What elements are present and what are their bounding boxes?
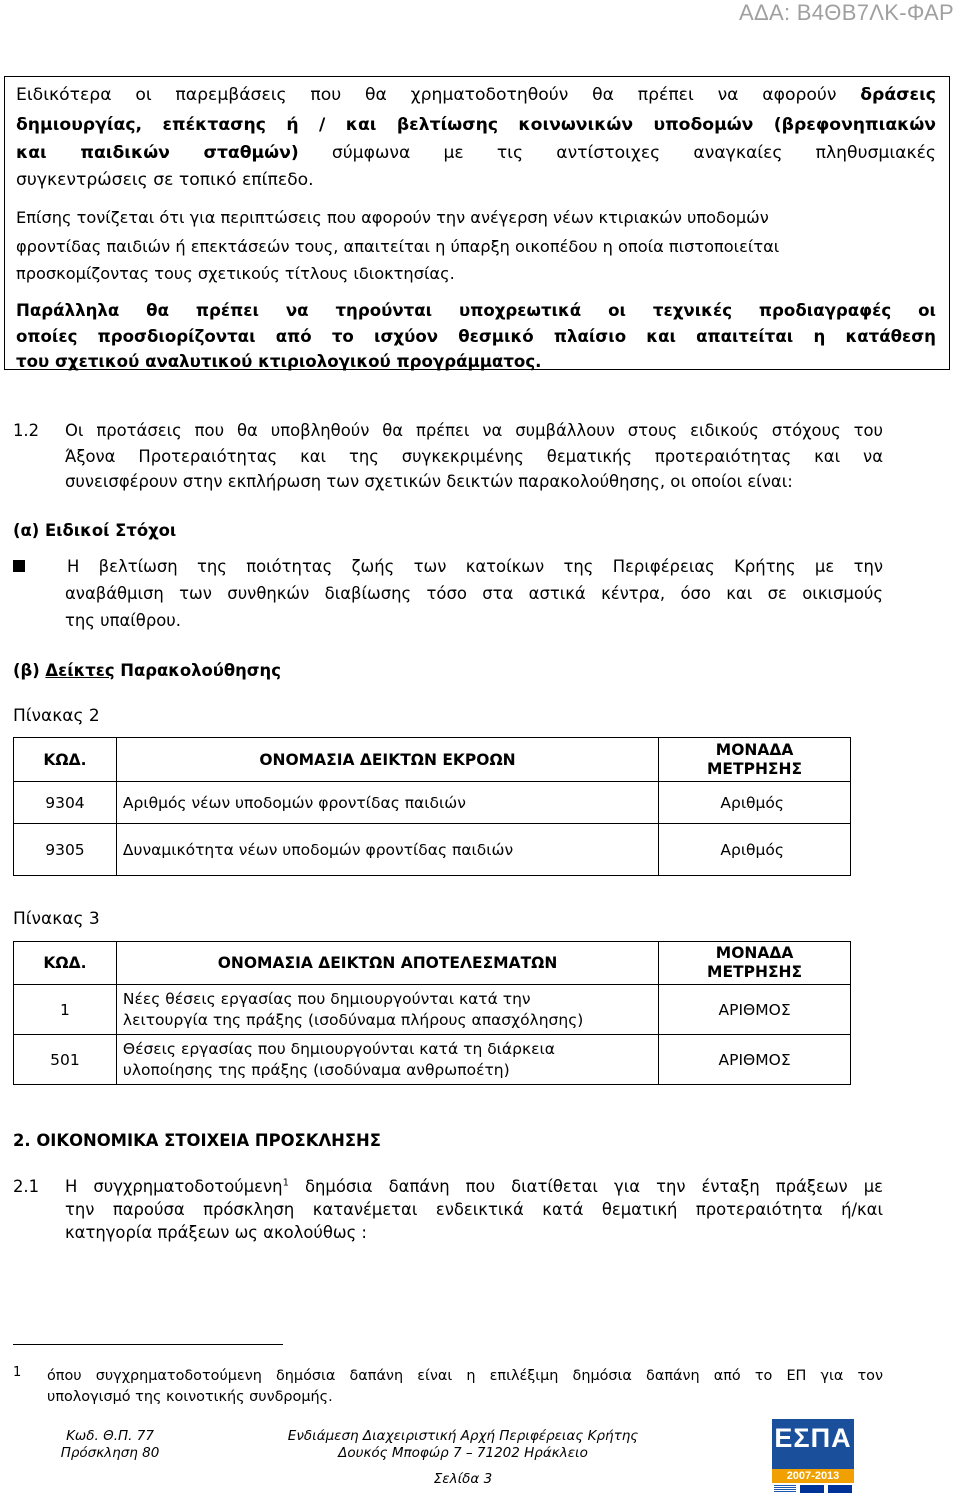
section-2-1-line2: την παρούσα πρόσκληση κατανέμεται ενδεικτικά κατά θεματική προτεραιότητα ή/και	[65, 1200, 883, 1219]
section-1-2-line3: συνεισφέρουν στην εκπλήρωση των σχετικών δεικτών παρακολούθησης, οι οποίοι είναι:	[65, 472, 793, 491]
box-p1-line2: δημιουργίας, επέκτασης ή / και βελτίωσης κοινωνικών υποδομών (βρεφονηπιακών	[16, 115, 936, 135]
table2-row2-name: Δυναμικότητα νέων υποδομών φροντίδας παιδιών	[116, 824, 658, 876]
table2-header-row	[14, 738, 851, 782]
goal-line2: αναβάθμιση των συνθηκών διαβίωσης τόσο στα αστικά κέντρα, όσο και σε οικισμούς	[65, 584, 883, 603]
section-1-2-number: 1.2	[13, 421, 40, 440]
espa-logo-years: 2007-2013	[772, 1469, 854, 1483]
table2-row2-code: 9305	[14, 824, 117, 876]
box-p1-line3: και παιδικών σταθμών) σύμφωνα με τις αντίστοιχες αναγκαίες πληθυσμιακές	[16, 143, 936, 163]
eu-fund-icon	[828, 1485, 852, 1493]
box-p2-line2: φροντίδας παιδιών ή επεκτάσεών τους, απαιτείται η ύπαρξη οικοπέδου η οποία πιστοποιείται	[16, 237, 780, 256]
table2-row1-unit: Αριθμός	[659, 782, 851, 824]
section-2-1-number: 2.1	[13, 1177, 40, 1196]
footer-address: Δουκός Μποφώρ 7 – 71202 Ηράκλειο	[338, 1445, 588, 1461]
footer-call: Πρόσκληση 80	[60, 1445, 160, 1461]
espa-logo	[772, 1419, 854, 1493]
box-p3-line2: οποίες προσδιορίζονται από το ισχύον θεσμικό πλαίσιο και απαιτείται η κατάθεση	[16, 327, 936, 346]
table3-row1-code: 1	[14, 985, 117, 1035]
box-p1-line1: Ειδικότερα οι παρεμβάσεις που θα χρηματοδοτηθούν θα πρέπει να αφορούν δράσεις	[16, 85, 936, 105]
table3-header-row	[14, 942, 851, 985]
table3-header-name: ΟΝΟΜΑΣΙΑ ΔΕΙΚΤΩΝ ΑΠΟΤΕΛΕΣΜΑΤΩΝ	[116, 942, 658, 985]
table3-header-code: ΚΩΔ.	[14, 942, 117, 985]
table3-row1-name: Νέες θέσεις εργασίας που δημιουργούνται κατά την λειτουργία της πράξης (ισοδύναμα πλήρους απασχόλησης)	[116, 985, 658, 1035]
ada-code: ΑΔΑ: Β4ΘΒ7ΛΚ-ΦΑΡ	[739, 0, 954, 25]
table2	[13, 737, 851, 876]
table2-row2-unit: Αριθμός	[659, 824, 851, 876]
table-row	[14, 824, 851, 876]
table3-row1-unit: ΑΡΙΘΜΟΣ	[659, 985, 851, 1035]
section-1-2-line1: Οι προτάσεις που θα υποβληθούν θα πρέπει να συμβάλλουν στους ειδικούς στόχους του	[65, 421, 883, 440]
specific-goals-heading: (α) Ειδικοί Στόχοι	[13, 521, 177, 540]
box-p1-line4: συγκεντρώσεις σε τοπικό επίπεδο.	[16, 170, 314, 190]
footnote-line1: όπου συγχρηματοδοτούμενη δημόσια δαπάνη είναι η επιλέξιμη δημόσια δαπάνη από το ΕΠ για τον	[47, 1368, 883, 1384]
footer-code: Κωδ. Θ.Π. 77	[66, 1428, 154, 1444]
table-row	[14, 985, 851, 1035]
table3-row2-unit: ΑΡΙΘΜΟΣ	[659, 1035, 851, 1085]
box-p2-line1: Επίσης τονίζεται ότι για περιπτώσεις που αφορούν την ανέγερση νέων κτιριακών υποδομών	[16, 208, 769, 227]
footnote-line2: υπολογισμό της κοινοτικής συνδρομής.	[47, 1389, 333, 1405]
footer-page: Σελίδα 3	[433, 1471, 493, 1487]
table2-header-unit: ΜΟΝΑΔΑ ΜΕΤΡΗΣΗΣ	[659, 738, 851, 782]
box-p3-line3: του σχετικού αναλυτικού κτιριολογικού προγράμματος.	[16, 352, 542, 371]
table2-header-code: ΚΩΔ.	[14, 738, 117, 782]
table3-header-unit: ΜΟΝΑΔΑ ΜΕΤΡΗΣΗΣ	[659, 942, 851, 985]
espa-logo-text: ΕΣΠΑ	[774, 1423, 852, 1453]
table2-row1-name: Αριθμός νέων υποδομών φροντίδας παιδιών	[116, 782, 658, 824]
table3-row2-code: 501	[14, 1035, 117, 1085]
table-row	[14, 1035, 851, 1085]
section-2-1-line1: Η συγχρηματοδοτούμενη$^1$ δημόσια δαπάνη που διατίθεται για την ένταξη πράξεων με	[65, 1177, 884, 1196]
goal-line1: Η βελτίωση της ποιότητας ζωής των κατοίκων της Περιφέρειας Κρήτης με την	[67, 557, 883, 576]
box-p2-line3: προσκομίζοντας τους σχετικούς τίτλους ιδιοκτησίας.	[16, 264, 455, 283]
table3-row2-name: Θέσεις εργασίας που δημιουργούνται κατά τη διάρκεια υλοποίησης της πράξης (ισοδύναμα ανθρωποέτη)	[116, 1035, 658, 1085]
section-2-1-line3: κατηγορία πράξεων ως ακολούθως :	[65, 1223, 367, 1242]
table2-header-name: ΟΝΟΜΑΣΙΑ ΔΕΙΚΤΩΝ ΕΚΡΟΩΝ	[116, 738, 658, 782]
section-2-heading: 2. ΟΙΚΟΝΟΜΙΚΑ ΣΤΟΙΧΕΙΑ ΠΡΟΣΚΛΗΣΗΣ	[13, 1131, 381, 1150]
table-row	[14, 782, 851, 824]
footer-authority: Ενδιάμεση Διαχειριστική Αρχή Περιφέρειας Κρήτης	[287, 1428, 639, 1444]
box-p3-line1: Παράλληλα θα πρέπει να τηρούνται υποχρεωτικά οι τεχνικές προδιαγραφές οι	[16, 301, 936, 320]
indicators-heading: (β) Δείκτες Παρακολούθησης	[13, 661, 281, 680]
goal-line3: της υπαίθρου.	[65, 611, 181, 630]
table3-caption: Πίνακας 3	[13, 909, 100, 929]
table2-row1-code: 9304	[14, 782, 117, 824]
bullet-square-icon	[13, 560, 25, 572]
greek-flag-icon	[774, 1485, 796, 1493]
section-1-2-line2: Άξονα Προτεραιότητας και της συγκεκριμένης θεματικής προτεραιότητας και να	[65, 447, 883, 466]
eu-flag-icon	[800, 1485, 824, 1493]
table2-caption: Πίνακας 2	[13, 706, 100, 726]
table3	[13, 941, 851, 1085]
footnote-separator	[13, 1344, 283, 1345]
intro-box	[4, 76, 950, 370]
footnote-number: 1	[13, 1365, 22, 1380]
